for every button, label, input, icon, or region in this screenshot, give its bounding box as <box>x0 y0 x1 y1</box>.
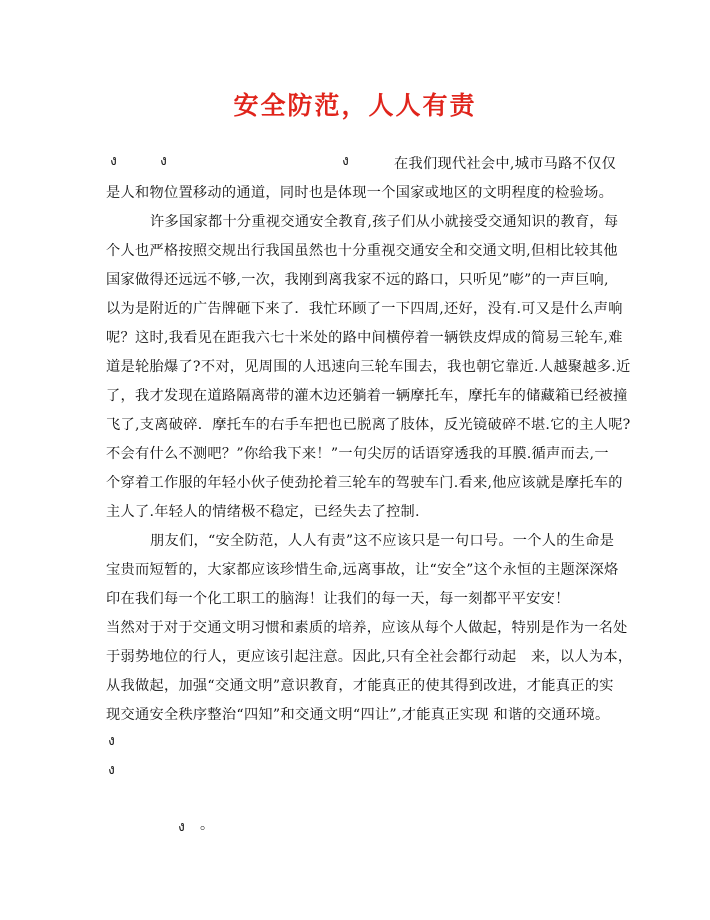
text-line: 呢？这时,我看见在距我六七十米处的路中间横停着一辆铁皮焊成的简易三轮车,难 <box>106 330 623 346</box>
text-line: 当然对于对于交通文明习惯和素质的培养，应该从每个人做起，特别是作为一名处 <box>106 620 628 636</box>
text-line: 不会有什么不测吧？”你给我下来！”一句尖厉的话语穿透我的耳膜.循声而去,一 <box>106 446 609 462</box>
stray-mark: ง <box>108 733 115 749</box>
text-line: 朋友们，“安全防范，人人有责”这不应该只是一句口号。一个人的生命是 <box>150 533 615 549</box>
text-line: 从我做起，加强“交通文明”意识教育，才能真正的使其得到改进，才能真正的实 <box>106 678 614 694</box>
stray-mark: ง <box>110 153 117 169</box>
text-line: 许多国家都十分重视交通安全教育,孩子们从小就接受交通知识的教育，每 <box>150 214 619 230</box>
document-title: 安全防范，人人有责 <box>233 91 477 120</box>
text-line: 是人和物位置移动的通道，同时也是体现一个国家或地区的文明程度的检验场。 <box>106 185 614 201</box>
stray-mark: ง <box>108 762 115 778</box>
text-line: 国家做得还远远不够﻿,一次，我刚到离我家不远的路口，只听见”嘭”的一声巨响, <box>106 272 609 288</box>
stray-dot: 。 <box>200 817 214 833</box>
text-line: 道是轮胎爆了?不对，见周围的人迅速向三轮车围去，我也朝它靠近.人越聚越多.近 <box>106 359 631 375</box>
text-line: 飞了,支离破碎．摩托车的右手车把也已脱离了肢体，反光镜破碎不堪.它的主人呢? <box>106 417 631 433</box>
text-line: 以为是附近的广告牌砸下来了．我忙环顾了一下四周,还好，没有.可又是什么声响 <box>106 301 623 317</box>
text-line: 宝贵而短暂的，大家都应该珍惜生命,远离事故，让“安全”这个永恒的主题深深烙 <box>106 562 619 578</box>
stray-mark: ง <box>160 153 167 169</box>
text-line: 现交通安全秩序整治“四知”和交通文明“四让”,才能真正实现 和谐的交通环境。 <box>106 707 610 723</box>
text-line: 印在我们每一个化工职工的脑海！让我们的每一天，每一刻都平平安安！ <box>106 591 570 607</box>
text-line: 于弱势地位的行人，更应该引起注意。因此,只有全社会都行动起 来，以人为本， <box>106 649 633 665</box>
text-line: 在我们现代社会中,城市马路不仅仅 <box>394 156 617 172</box>
text-line: 了，我才发现在道路隔离带的灌木边还躺着一辆摩托车，摩托车的储藏箱已经被撞 <box>106 388 628 404</box>
stray-mark: ง <box>342 153 349 169</box>
text-line: 个穿着工作服的年轻小伙子使劲抡着三轮车的驾驶车门.看来,他应该就是摩托车的 <box>106 475 623 491</box>
text-line: 个人也严格按照交规出行我国虽然也十分重视交通安全和交通文明,但相比较其他 <box>106 243 618 259</box>
text-line: 主人了.年轻人的情绪极不稳定，已经失去了控制. <box>106 504 420 520</box>
stray-mark: ง <box>178 819 185 835</box>
